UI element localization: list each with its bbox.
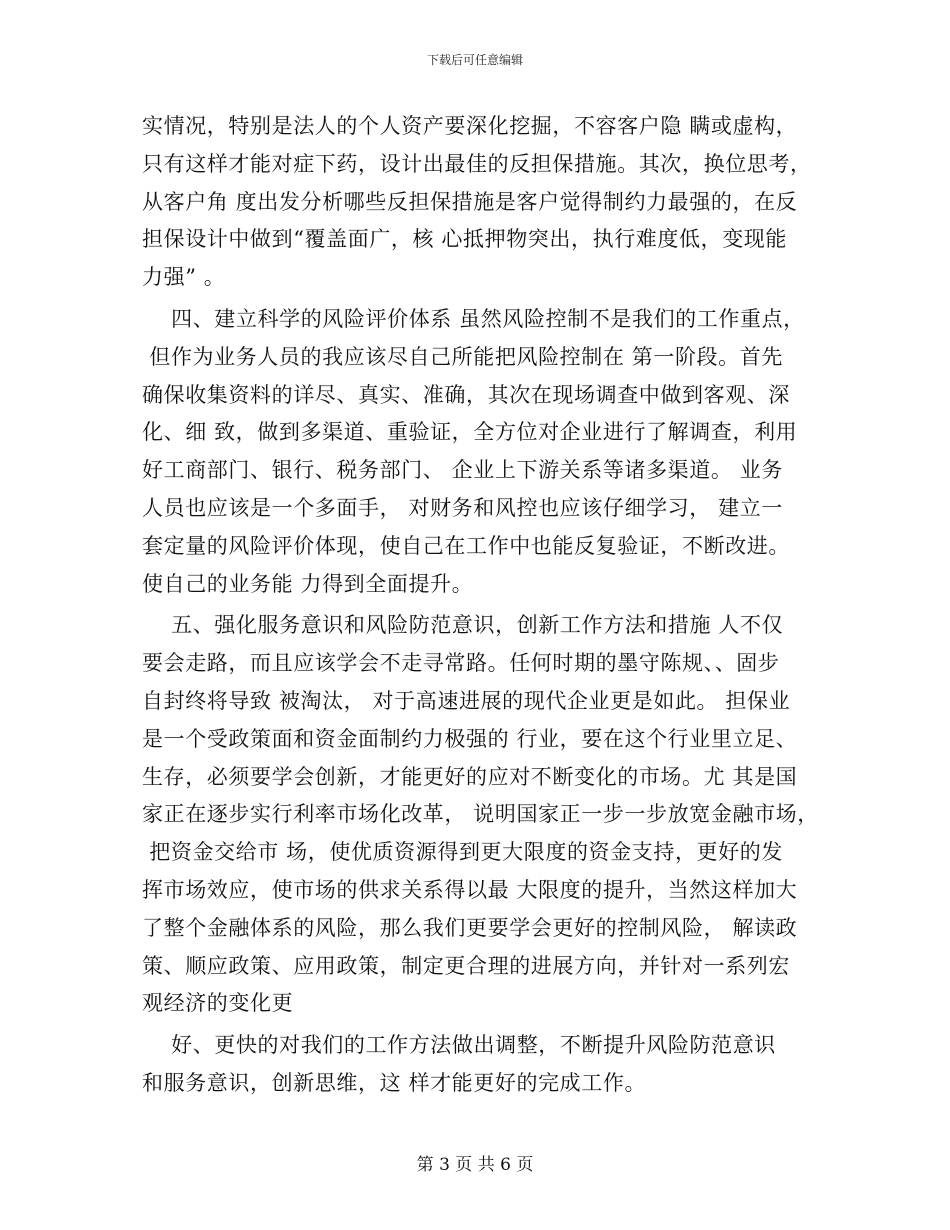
document-body: [142, 108, 832, 1103]
paragraph-3: [142, 607, 832, 1023]
paragraph-4: [142, 1027, 832, 1103]
text-line: 确保收集资料的详尽、真实、准确，其次在现场调查中做到客观、深: [142, 382, 790, 407]
paragraph-1: [142, 108, 832, 297]
text-line: 把资金交给市 场，使优质资源得到更大限度的资金支持，更好的发: [142, 840, 783, 865]
text-line: 担保设计中做到“覆盖面广，核 心抵押物突出，执行难度低，变现能: [142, 227, 788, 252]
text-line: 只有这样才能对症下药，设计出最佳的反担保措施。其次，换位思考，: [142, 151, 812, 176]
text-line: 家正在逐步实行利率市场化改革， 说明国家正一步一步放宽金融市场，: [142, 802, 819, 827]
text-line: 是一个受政策面和资金面制约力极强的 行业，要在这个行业里立足、: [142, 726, 798, 751]
page-number-footer: 第 3 页 共 6 页: [416, 1155, 534, 1175]
text-line: 了整个金融体系的风险，那么我们更要学会更好的控制风险， 解读政: [142, 915, 798, 940]
text-line: 挥市场效应，使市场的供求关系得以最 大限度的提升，当然这样加大: [142, 877, 798, 902]
text-line: 策、顺应政策、应用政策，制定更合理的进展方向，并针对一系列宏: [142, 953, 790, 978]
text-line: 要会走路，而且应该学会不走寻常路。任何时期的墨守陈规、、固步: [142, 651, 780, 676]
text-line: 使自己的业务能 力得到全面提升。: [142, 571, 474, 596]
text-line: 和服务意识，创新思维，这 样才能更好的完成工作。: [142, 1070, 647, 1095]
text-line: 从客户角 度出发分析哪些反担保措施是客户觉得制约力最强的，在反: [142, 189, 798, 214]
text-line: 好、更快的对我们的工作方法做出调整，不断提升风险防范意识: [142, 1033, 776, 1058]
page-header: 下载后可任意编辑: [426, 53, 523, 67]
text-line: 四、建立科学的风险评价体系 虽然风险控制不是我们的工作重点，: [142, 306, 805, 331]
text-line: 实情况，特别是法人的个人资产要深化挖掘，不容客户隐 瞒或虚构，: [142, 114, 798, 138]
text-line: 化、细 致，做到多渠道、重验证，全方位对企业进行了解调查，利用: [142, 420, 798, 445]
text-line: 观经济的变化更: [142, 991, 294, 1016]
text-line: 自封终将导致 被淘汰， 对于高速进展的现代企业更是如此。 担保业: [142, 688, 791, 713]
text-line: 五、强化服务意识和风险防范意识，创新工作方法和措施 人不仅: [142, 613, 784, 638]
paragraph-2: [142, 301, 832, 603]
text-line: 生存，必须要学会创新，才能更好的应对不断变化的市场。尤 其是国: [142, 764, 798, 789]
text-line: 但作为业务人员的我应该尽自己所能把风险控制在 第一阶段。首先: [142, 344, 783, 369]
text-line: 套定量的风险评价体现，使自己在工作中也能反复验证，不断改进。: [142, 533, 790, 558]
text-line: 力强” 。: [142, 265, 226, 290]
text-line: 好工商部门、银行、税务部门、 企业上下游关系等诸多渠道。 业务: [142, 458, 783, 483]
text-line: 人员也应该是一个多面手， 对财务和风控也应该仔细学习， 建立一: [142, 495, 783, 520]
